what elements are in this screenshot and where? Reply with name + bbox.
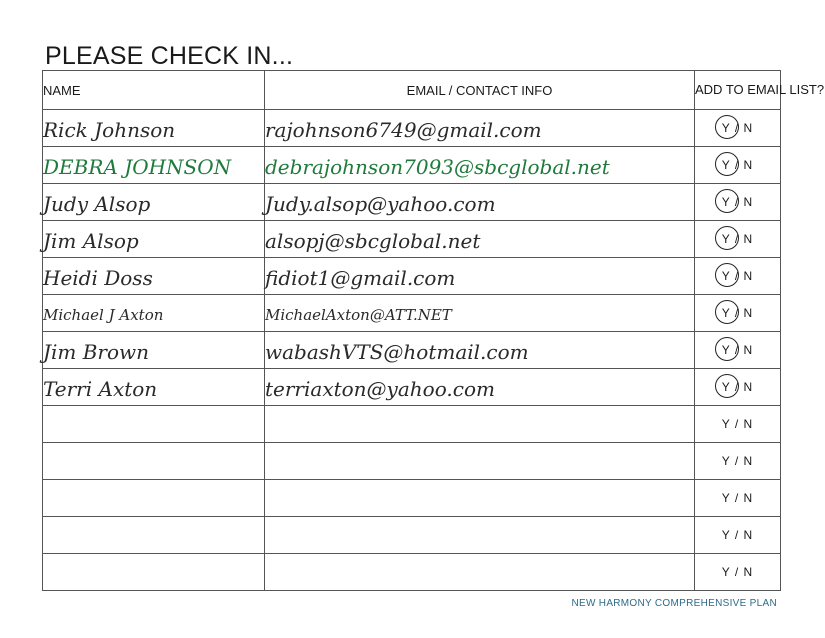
yn-cell[interactable]: [695, 258, 781, 295]
yn-cell[interactable]: [695, 406, 781, 443]
y-circle-mark: [715, 263, 739, 287]
email-cell[interactable]: [265, 258, 695, 295]
yn-cell[interactable]: [695, 295, 781, 332]
yn-option: Y / N: [721, 417, 754, 431]
yn-cell[interactable]: [695, 110, 781, 147]
yn-option: Y / N: [721, 158, 754, 172]
email-cell[interactable]: [265, 406, 695, 443]
y-circle-mark: [715, 189, 739, 213]
email-entry: MichaelAxton@ATT.NET: [265, 305, 452, 324]
name-cell[interactable]: [43, 295, 265, 332]
yn-cell[interactable]: [695, 517, 781, 554]
name-entry: DEBRA JOHNSON: [43, 155, 232, 179]
email-cell[interactable]: [265, 184, 695, 221]
name-cell[interactable]: [43, 221, 265, 258]
table-row: [43, 443, 781, 480]
email-cell[interactable]: [265, 221, 695, 258]
name-entry: Heidi Doss: [43, 266, 153, 290]
email-column-header: EMAIL / CONTACT INFO: [265, 71, 695, 110]
yn-option: Y / N: [721, 565, 754, 579]
yn-cell[interactable]: [695, 147, 781, 184]
email-entry: rajohnson6749@gmail.com: [265, 118, 542, 142]
name-entry: Terri Axton: [43, 377, 158, 401]
table-row: [43, 480, 781, 517]
name-cell[interactable]: [43, 480, 265, 517]
table-row: [43, 406, 781, 443]
yn-option: Y / N: [721, 528, 754, 542]
email-entry: Judy.alsop@yahoo.com: [265, 192, 496, 216]
name-cell[interactable]: [43, 554, 265, 591]
name-entry: Jim Alsop: [43, 229, 139, 253]
email-cell[interactable]: [265, 443, 695, 480]
table-row: [43, 369, 781, 406]
email-cell[interactable]: [265, 110, 695, 147]
email-entry: debrajohnson7093@sbcglobal.net: [265, 155, 610, 179]
yn-option: Y / N: [721, 380, 754, 394]
yn-cell[interactable]: [695, 184, 781, 221]
name-cell[interactable]: [43, 147, 265, 184]
name-cell[interactable]: [43, 332, 265, 369]
email-cell[interactable]: [265, 554, 695, 591]
yn-option: Y / N: [721, 454, 754, 468]
table-row: [43, 221, 781, 258]
table-row: [43, 295, 781, 332]
table-row: [43, 110, 781, 147]
email-cell[interactable]: [265, 147, 695, 184]
name-entry: Judy Alsop: [43, 192, 151, 216]
table-row: [43, 332, 781, 369]
email-entry: wabashVTS@hotmail.com: [265, 340, 529, 364]
yn-option: Y / N: [721, 491, 754, 505]
yn-cell[interactable]: [695, 332, 781, 369]
table-row: [43, 258, 781, 295]
email-entry: fidiot1@gmail.com: [265, 266, 456, 290]
name-cell[interactable]: [43, 443, 265, 480]
y-circle-mark: [715, 152, 739, 176]
yn-option: Y / N: [721, 195, 754, 209]
y-circle-mark: [715, 115, 739, 139]
y-circle-mark: [715, 337, 739, 361]
name-cell[interactable]: [43, 184, 265, 221]
header-row: [43, 71, 781, 110]
name-cell[interactable]: [43, 517, 265, 554]
y-circle-mark: [715, 374, 739, 398]
y-circle-mark: [715, 300, 739, 324]
yn-cell[interactable]: [695, 443, 781, 480]
page-title: PLEASE CHECK IN...: [45, 42, 294, 70]
email-cell[interactable]: [265, 517, 695, 554]
name-cell[interactable]: [43, 406, 265, 443]
email-entry: alsopj@sbcglobal.net: [265, 229, 481, 253]
email-cell[interactable]: [265, 332, 695, 369]
email-list-column-header: ADD TO EMAIL LIST?: [695, 71, 781, 110]
yn-cell[interactable]: [695, 480, 781, 517]
yn-option: Y / N: [721, 343, 754, 357]
name-entry: Jim Brown: [43, 340, 150, 364]
email-cell[interactable]: [265, 480, 695, 517]
name-cell[interactable]: [43, 110, 265, 147]
name-entry: Michael J Axton: [43, 305, 164, 324]
table-row: [43, 554, 781, 591]
yn-cell[interactable]: [695, 221, 781, 258]
name-cell[interactable]: [43, 258, 265, 295]
yn-cell[interactable]: [695, 369, 781, 406]
table-row: [43, 147, 781, 184]
name-cell[interactable]: [43, 369, 265, 406]
email-cell[interactable]: [265, 295, 695, 332]
yn-option: Y / N: [721, 232, 754, 246]
yn-option: Y / N: [721, 269, 754, 283]
table-row: [43, 517, 781, 554]
email-entry: terriaxton@yahoo.com: [265, 377, 495, 401]
y-circle-mark: [715, 226, 739, 250]
yn-option: Y / N: [721, 306, 754, 320]
yn-option: Y / N: [721, 121, 754, 135]
email-cell[interactable]: [265, 369, 695, 406]
check-in-table: [42, 70, 825, 591]
name-column-header: NAME: [43, 71, 265, 110]
name-entry: Rick Johnson: [43, 118, 176, 142]
table-row: [43, 184, 781, 221]
footer-plan-name: NEW HARMONY COMPREHENSIVE PLAN: [571, 598, 777, 609]
yn-cell[interactable]: [695, 554, 781, 591]
